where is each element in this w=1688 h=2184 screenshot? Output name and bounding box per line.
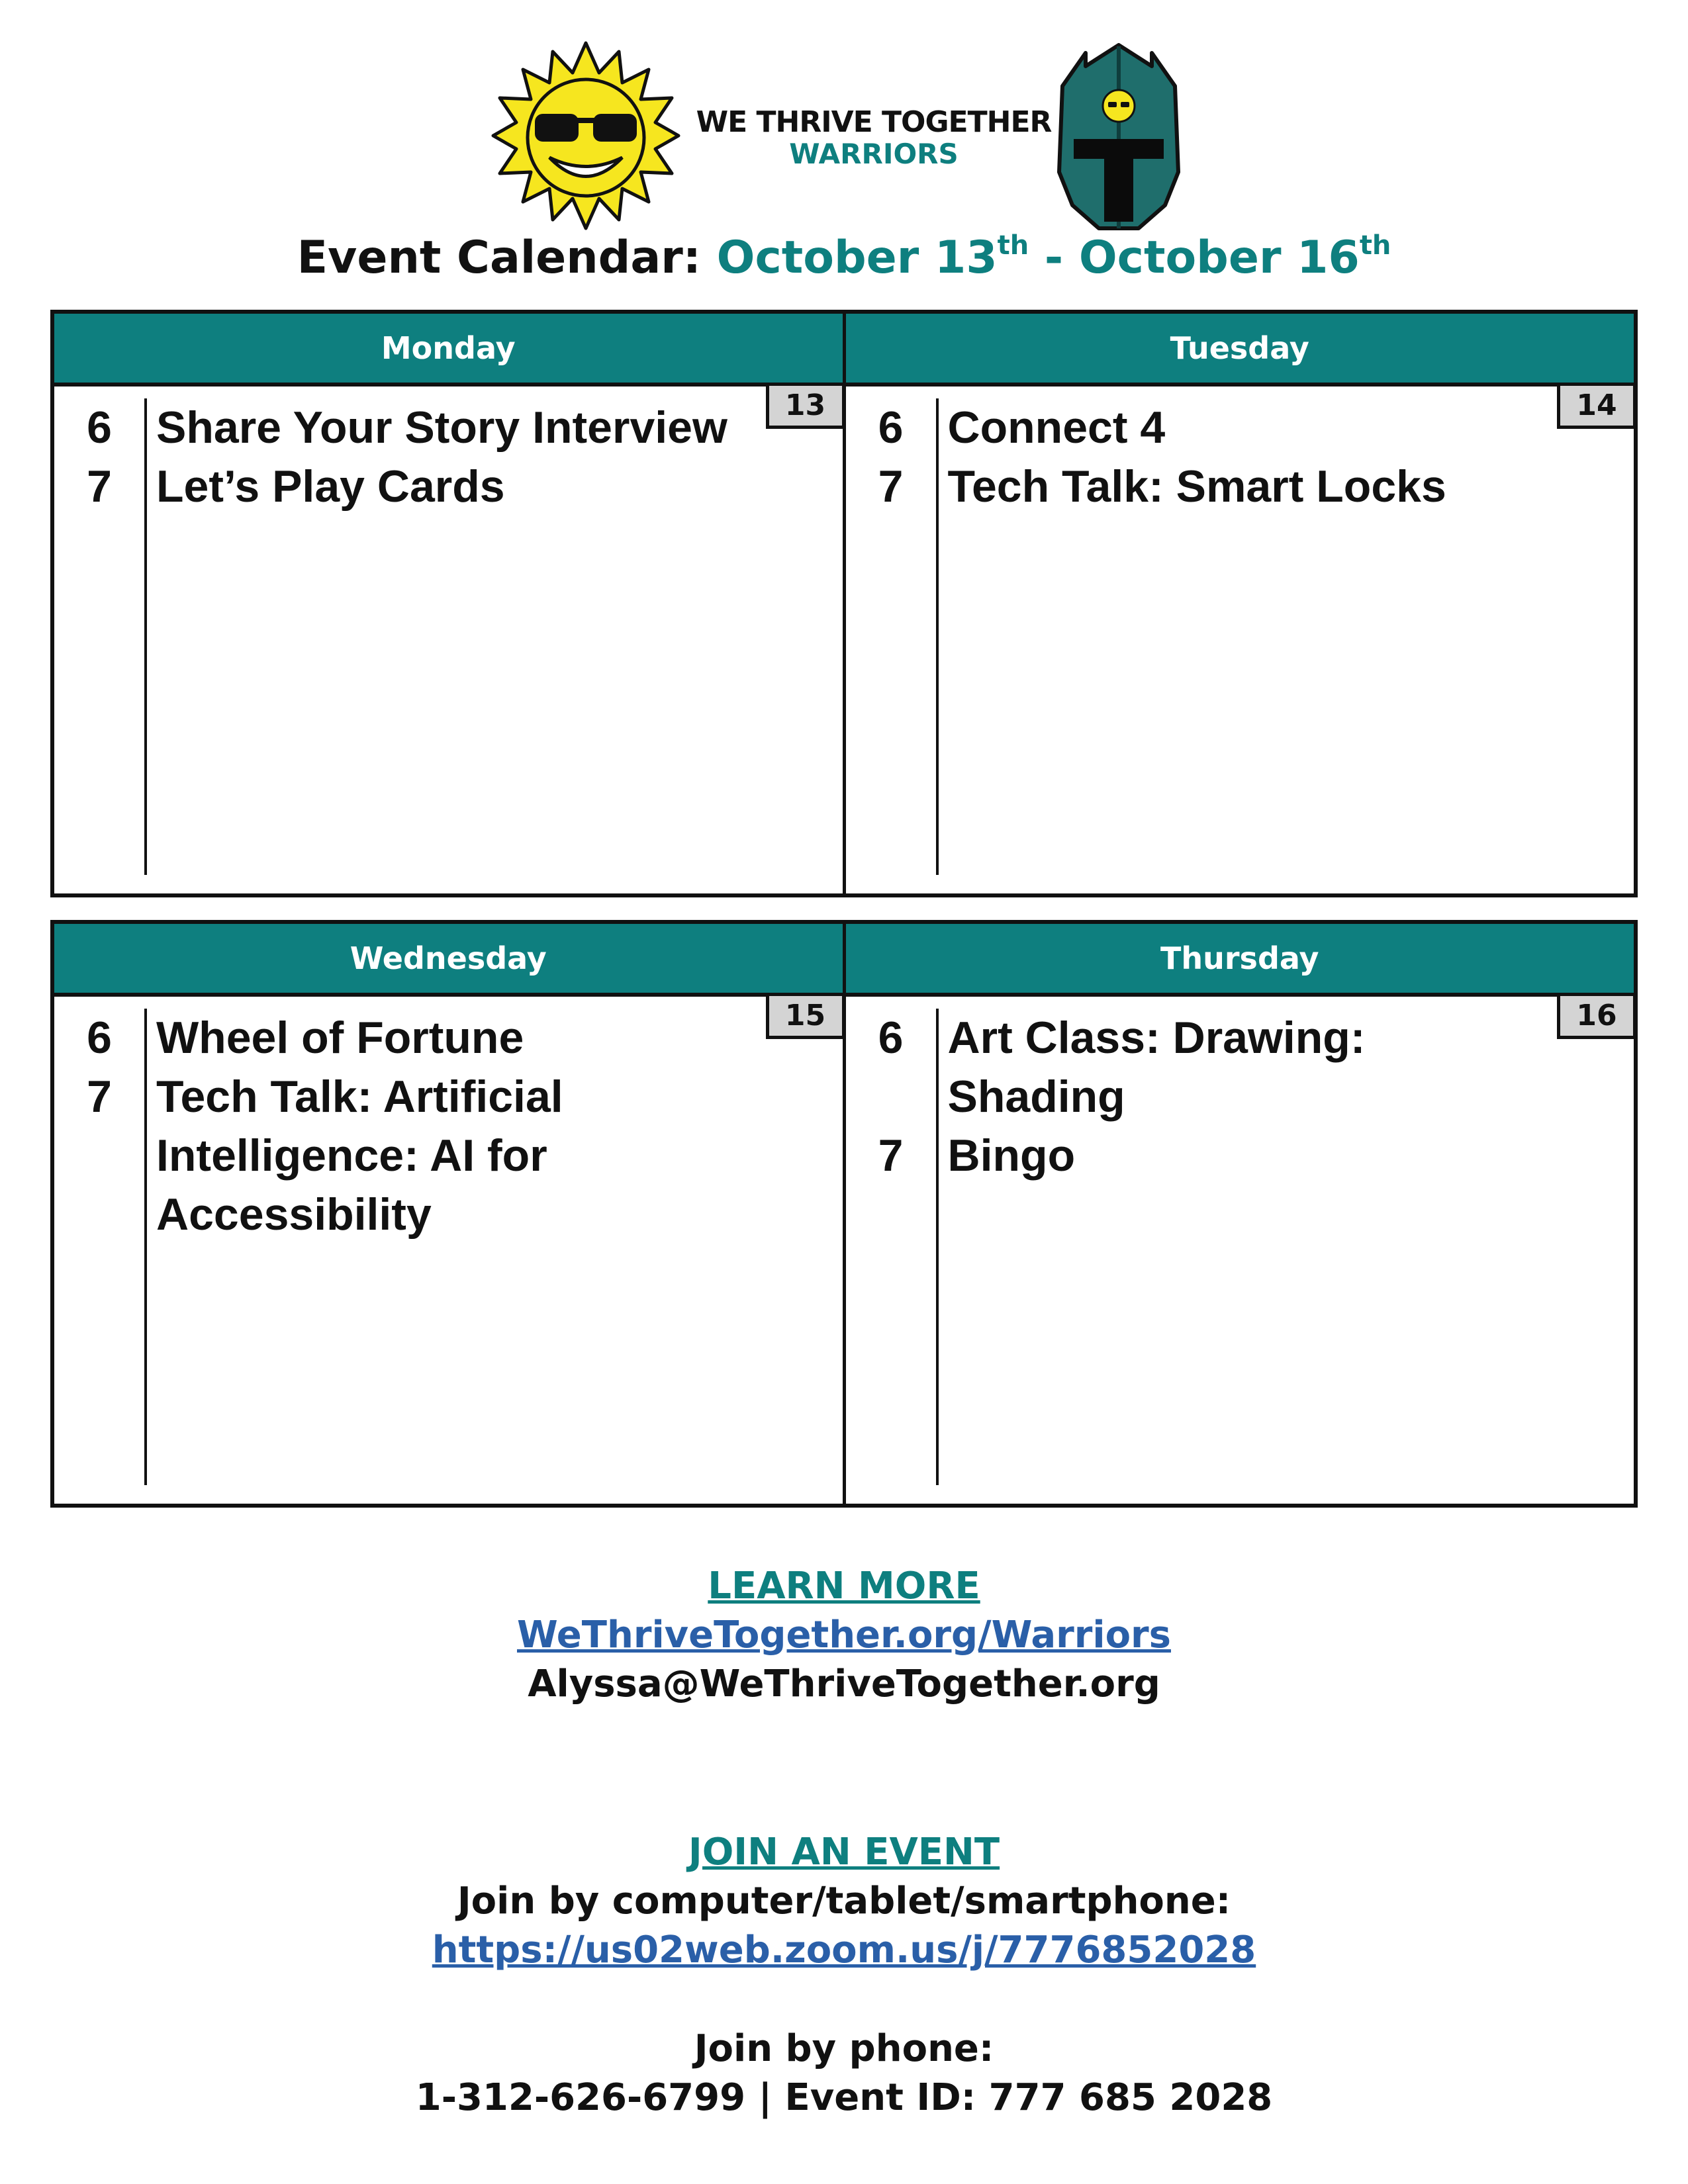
join-device-text: Join by computer/tablet/smartphone: (457, 1880, 1231, 1923)
event-title: Wheel of Fortune (156, 1013, 524, 1063)
event-item (54, 398, 757, 457)
day-header: Thursday (846, 924, 1634, 997)
event-title: Tech Talk: Artificial Intelligence: AI for Accessibility (156, 1071, 563, 1240)
page-title (0, 230, 1688, 284)
event-list (54, 398, 757, 516)
event-title: Bingo (947, 1130, 1076, 1181)
event-time: 7 (878, 461, 904, 512)
calendar-row-2 (50, 920, 1638, 1508)
range-separator: - (1029, 232, 1079, 284)
contact-email[interactable]: Alyssa@WeThriveTogether.org (528, 1662, 1160, 1706)
spacer (0, 1709, 1688, 1828)
spacer (0, 1975, 1688, 2025)
event-time: 6 (878, 402, 904, 453)
day-header: Tuesday (846, 314, 1634, 387)
event-title: Share Your Story Interview (156, 402, 727, 453)
event-list (846, 398, 1548, 516)
date-badge: 15 (766, 993, 845, 1039)
range-start: October 13 (716, 232, 998, 284)
brand-bottom-text: WARRIORS (789, 138, 959, 170)
event-item (54, 457, 757, 516)
event-time: 7 (87, 1071, 112, 1122)
range-start-suffix: th (997, 230, 1029, 261)
join-phone-text: Join by phone: (694, 2027, 994, 2070)
day-tuesday (843, 314, 1634, 893)
footer-info (0, 1562, 1688, 2122)
event-time: 6 (878, 1013, 904, 1063)
event-item (846, 398, 1548, 457)
event-item (846, 457, 1548, 516)
brand-top-text: WE THRIVE TOGETHER (696, 105, 1052, 139)
event-item (54, 1068, 757, 1244)
event-time: 6 (87, 402, 112, 453)
event-list (846, 1009, 1548, 1185)
event-time: 7 (87, 461, 112, 512)
sun-with-sunglasses-icon (490, 40, 682, 232)
warrior-helmet-icon (1053, 40, 1185, 232)
event-item (846, 1009, 1548, 1126)
title-label: Event Calendar: (297, 232, 701, 284)
event-time: 6 (87, 1013, 112, 1063)
event-list (54, 1009, 757, 1244)
event-item (54, 1009, 757, 1068)
day-thursday (843, 924, 1634, 1504)
event-title: Let’s Play Cards (156, 461, 505, 512)
event-item (846, 1126, 1548, 1185)
day-header: Monday (54, 314, 843, 387)
website-link[interactable]: WeThriveTogether.org/Warriors (517, 1614, 1171, 1657)
event-title: Connect 4 (947, 402, 1166, 453)
calendar-row-1 (50, 310, 1638, 897)
range-end-suffix: th (1359, 230, 1391, 261)
day-header: Wednesday (54, 924, 843, 997)
page-header (0, 0, 1688, 304)
phone-and-event-id: 1-312-626-6799 | Event ID: 777 685 2028 (415, 2076, 1273, 2119)
day-monday (54, 314, 843, 893)
event-time: 7 (878, 1130, 904, 1181)
date-badge: 16 (1557, 993, 1636, 1039)
zoom-link[interactable]: https://us02web.zoom.us/j/7776852028 (432, 1929, 1256, 1972)
day-wednesday (54, 924, 843, 1504)
range-end: October 16 (1078, 232, 1360, 284)
date-badge: 13 (766, 383, 845, 429)
title-range (717, 232, 1391, 284)
event-title: Tech Talk: Smart Locks (947, 461, 1446, 512)
date-badge: 14 (1557, 383, 1636, 429)
brand-wordmark (688, 106, 1059, 169)
learn-more-heading: LEARN MORE (708, 1565, 980, 1608)
join-event-heading: JOIN AN EVENT (688, 1831, 1000, 1874)
event-title: Art Class: Drawing: Shading (947, 1013, 1366, 1122)
